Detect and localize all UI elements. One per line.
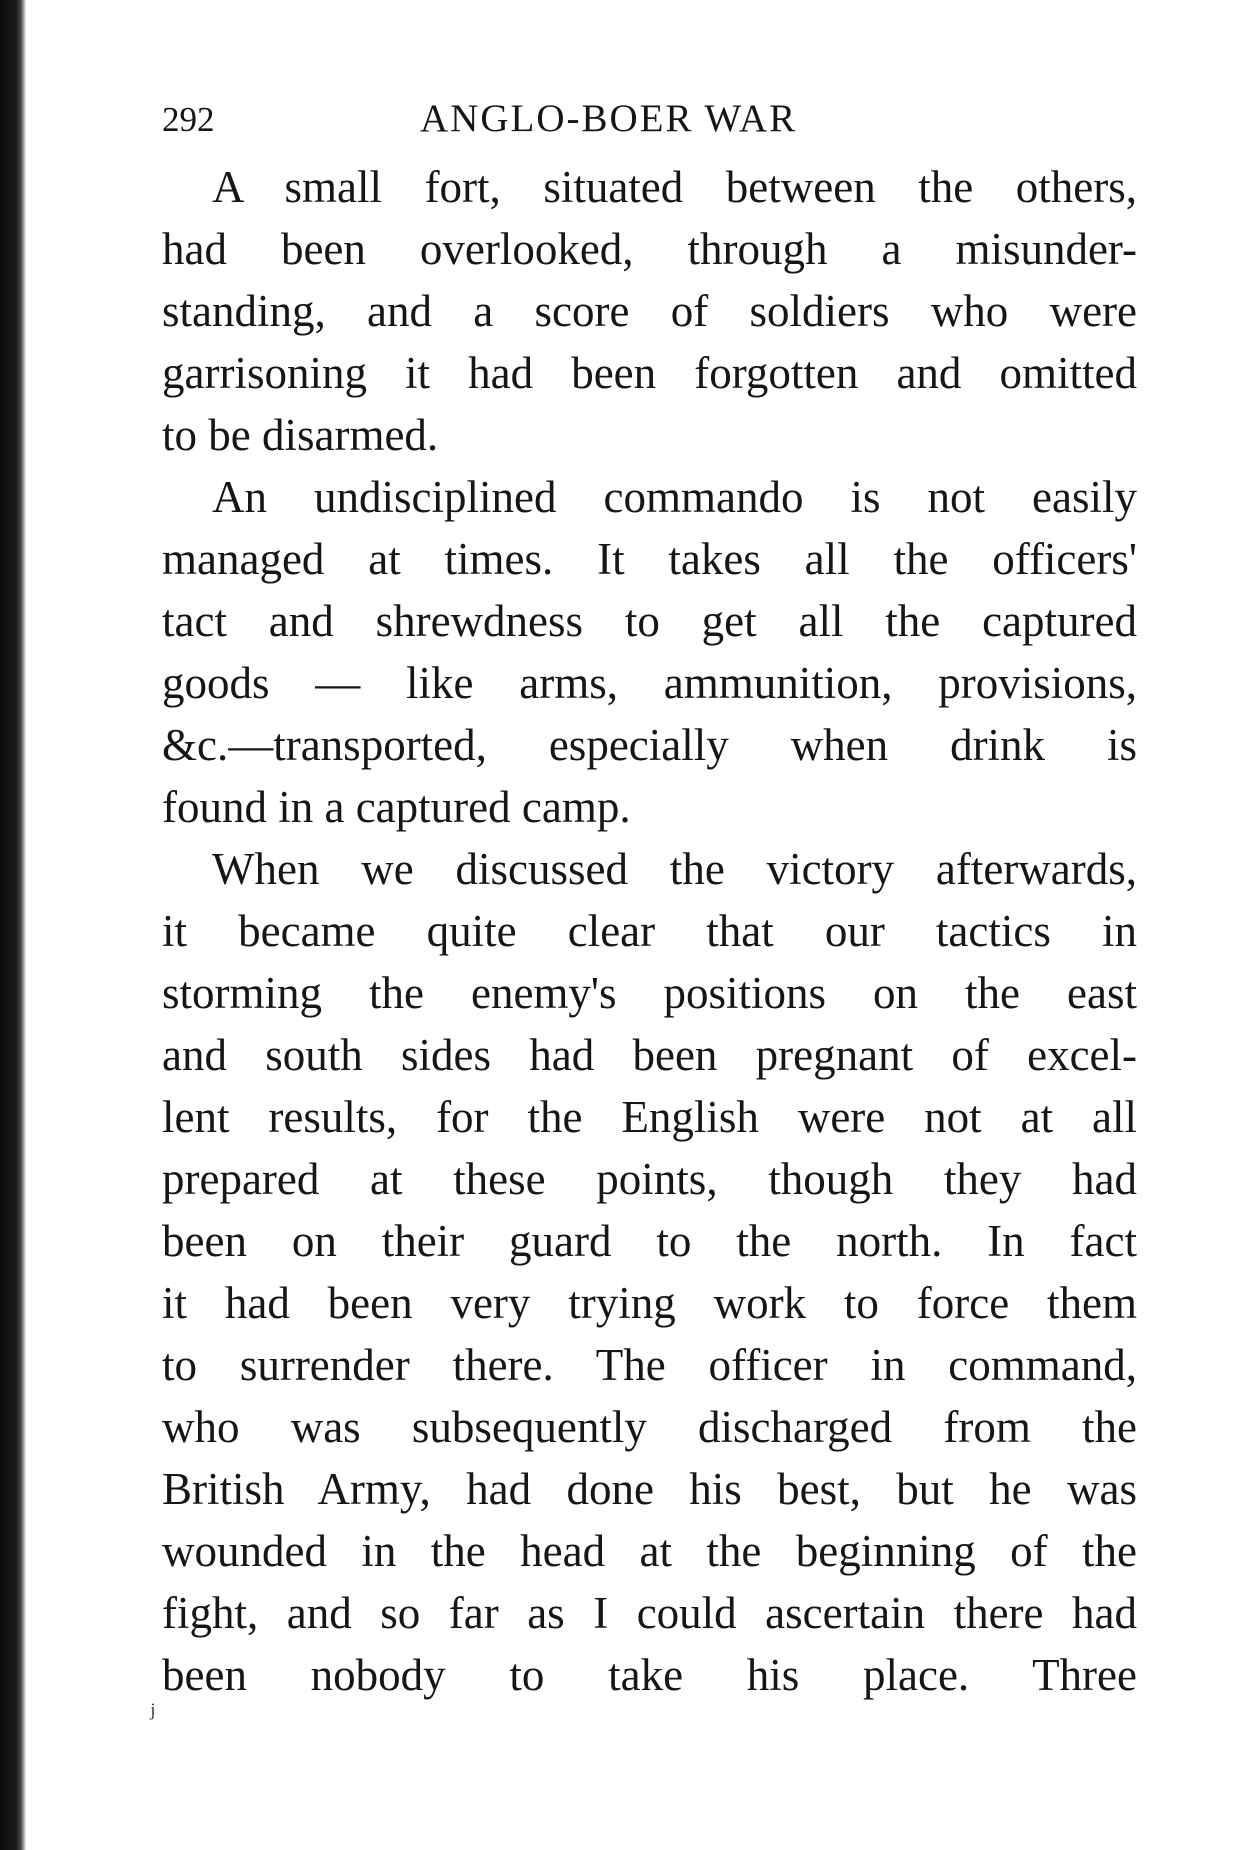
book-binding-edge	[0, 0, 26, 1850]
text-line: found in a captured camp.	[162, 782, 631, 832]
text-line: garrisoning it had been forgotten and omitted	[162, 348, 1137, 398]
text-line: managed at times. It takes all the officers'	[162, 534, 1137, 584]
body-text	[162, 156, 1137, 1706]
running-title: ANGLO-BOER WAR	[420, 97, 798, 140]
text-line: storming the enemy's positions on the east	[162, 968, 1137, 1018]
text-line: lent results, for the English were not at all	[162, 1092, 1137, 1142]
paragraph-commando	[162, 466, 1137, 838]
text-line: British Army, had done his best, but he was	[162, 1464, 1137, 1514]
text-line: it had been very trying work to force them	[162, 1278, 1137, 1328]
text-line: prepared at these points, though they had	[162, 1154, 1137, 1204]
text-line: wounded in the head at the beginning of the	[162, 1526, 1137, 1576]
text-line: to surrender there. The officer in command,	[162, 1340, 1137, 1390]
text-line: An undisciplined commando is not easily	[212, 472, 1137, 522]
text-line: it became quite clear that our tactics in	[162, 906, 1137, 956]
text-line: A small fort, situated between the others,	[212, 162, 1137, 212]
text-line: to be disarmed.	[162, 410, 439, 460]
book-page	[162, 96, 1137, 1706]
ink-speck: ʲ	[150, 1698, 155, 1731]
text-line: &c.—transported, especially when drink is	[162, 720, 1137, 770]
text-line: and south sides had been pregnant of excel-	[162, 1030, 1137, 1080]
text-line: been nobody to take his place. Three	[162, 1650, 1137, 1700]
page-number: 292	[162, 100, 215, 139]
text-line: standing, and a score of soldiers who were	[162, 286, 1137, 336]
text-line: had been overlooked, through a misunder-	[162, 224, 1137, 274]
paragraph-fort	[162, 156, 1137, 466]
text-line: tact and shrewdness to get all the captured	[162, 596, 1137, 646]
text-line: fight, and so far as I could ascertain there had	[162, 1588, 1137, 1638]
text-line: been on their guard to the north. In fact	[162, 1216, 1137, 1266]
text-line: goods — like arms, ammunition, provisions,	[162, 658, 1137, 708]
paragraph-victory	[162, 838, 1137, 1706]
running-head	[162, 96, 1137, 152]
text-line: who was subsequently discharged from the	[162, 1402, 1137, 1452]
text-line: When we discussed the victory afterwards,	[212, 844, 1137, 894]
